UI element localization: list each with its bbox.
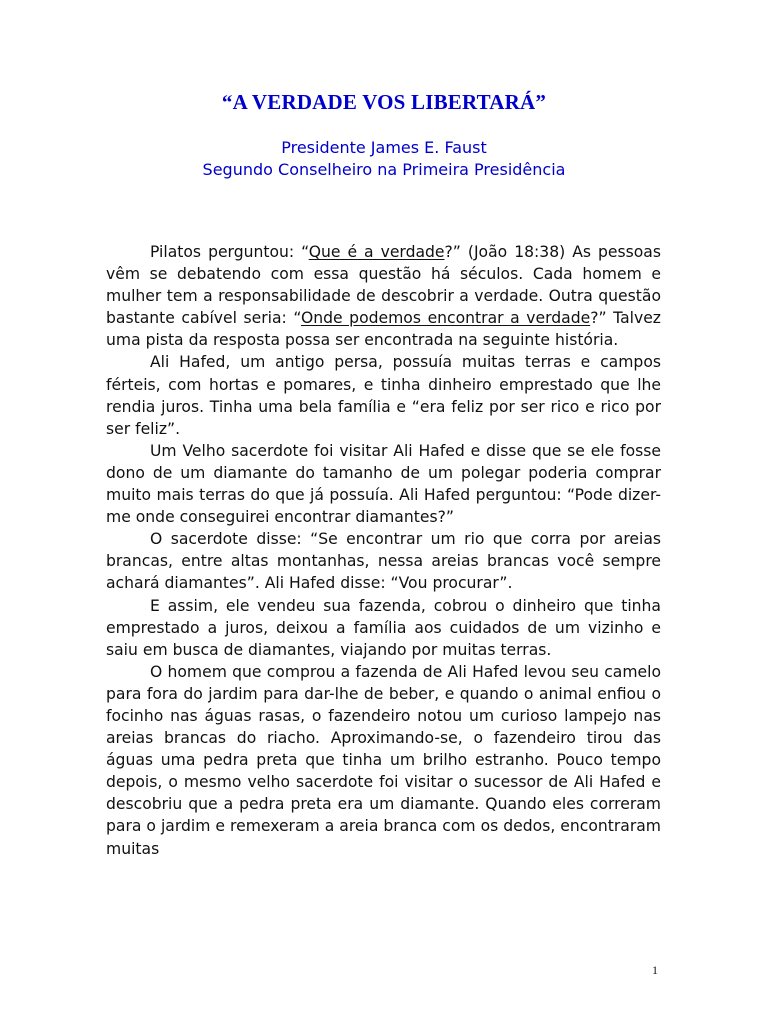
paragraph-1-text-a: Pilatos perguntou: “ bbox=[150, 243, 309, 261]
paragraph-5: E assim, ele vendeu sua fazenda, cobrou o dinheiro que tinha emprestado a juros, deixou a família aos cuidados de um vizinho e saiu em busca de diamantes, viajando por muitas terras. bbox=[106, 596, 661, 659]
question-link-truth[interactable]: Que é a verdade bbox=[308, 243, 445, 261]
paragraph-3: Um Velho sacerdote foi visitar Ali Hafed e disse que se ele fosse dono de um diamante do tamanho de um polegar poderia comprar muito mais terras do que já possuía. Ali Hafed perguntou: “Pode dizer-me onde conseguirei encontrar diamantes?” bbox=[106, 441, 661, 527]
paragraph-4: O sacerdote disse: “Se encontrar um rio que corra por areias brancas, entre altas montanhas, nessa areias brancas você sempre achará diamantes”. Ali Hafed disse: “Vou procurar”. bbox=[106, 530, 661, 593]
paragraph-1-text-c: ?” Talvez uma pista da resposta possa ser encontrada na seguinte história. bbox=[106, 309, 661, 350]
paragraph-6: O homem que comprou a fazenda de Ali Hafed levou seu camelo para fora do jardim para dar-lhe de beber, e quando o animal enfiou o focinho nas águas rasas, o fazendeiro notou um curioso lampejo nas areias brancas do riacho. Aproximando-se, o fazendeiro tirou das águas uma pedra preta que tinha um brilho estranho. Pouco tempo depois, o mesmo velho sacerdote foi visitar o sucessor de Ali Hafed e descobriu que a pedra preta era um diamante. Quando eles correram para o jardim e remexeram a areia branca com os dedos, encontraram muitas bbox=[106, 662, 661, 858]
paragraph-2: Ali Hafed, um antigo persa, possuía muitas terras e campos férteis, com hortas e pomares, e tinha dinheiro emprestado que lhe rendia juros. Tinha uma bela família e “era feliz por ser rico e rico por ser feliz”. bbox=[106, 353, 661, 438]
page-number: 1 bbox=[652, 963, 658, 977]
paragraph-1 bbox=[106, 241, 661, 351]
question-link-where[interactable]: Onde podemos encontrar a verdade bbox=[300, 309, 591, 328]
paragraph-1-text-b: ?” (João 18:38) As pessoas vêm se debatendo com essa questão há séculos. Cada homem e mulher tem a responsabilidade de descobrir a verdade. Outra questão bastante cabível seria: “ bbox=[106, 243, 661, 328]
author-role: Segundo Conselheiro na Primeira Presidência bbox=[202, 160, 566, 179]
author-name: Presidente James E. Faust bbox=[281, 138, 487, 157]
article-body bbox=[106, 241, 661, 860]
page-title: “A VERDADE VOS LIBERTARÁ” bbox=[221, 90, 547, 114]
